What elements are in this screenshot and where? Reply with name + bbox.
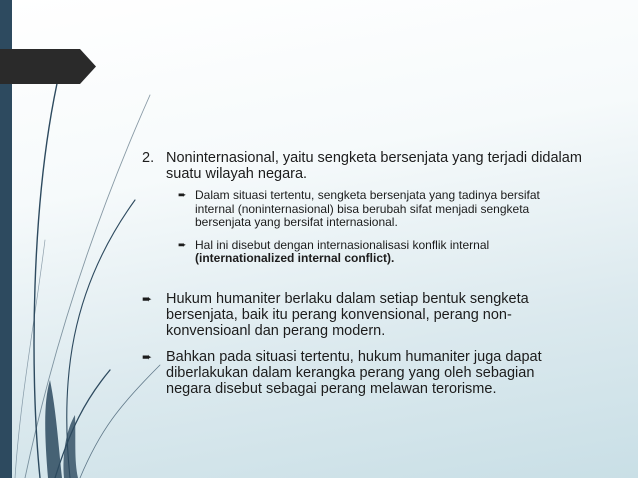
bullet-text: Hukum humaniter berlaku dalam setiap bentuk sengketa bersenjata, baik itu perang konvensional, perang non-konvensioanl dan perang modern.	[166, 290, 529, 339]
sub-bullet	[142, 239, 582, 266]
sub-bullet-text: Dalam situasi tertentu, sengketa bersenjata yang tadinya bersifat internal (noninternasional) bisa berubah sifat menjadi sengketa bersenjata yang bersifat internasional.	[195, 188, 540, 229]
item-text: Noninternasional, yaitu sengketa bersenjata yang terjadi didalam suatu wilayah negara.	[166, 150, 582, 182]
title-tab-shape	[0, 49, 96, 84]
item-number: 2.	[142, 150, 155, 166]
bullet-text: Bahkan pada situasi tertentu, hukum humaniter juga dapat diberlakukan dalam kerangka perang yang oleh sebagian negara disebut sebagai perang melawan terorisme.	[166, 348, 542, 397]
sub-bullet-bold-text: (internationalized internal conflict).	[195, 251, 395, 265]
arrow-right-icon: ➨	[178, 190, 187, 201]
numbered-item	[142, 150, 582, 182]
arrow-right-icon: ➨	[142, 349, 153, 364]
sub-bullet	[142, 189, 582, 230]
bullet	[142, 349, 582, 397]
sub-bullet-text: Hal ini disebut dengan internasionalisasi konflik internal	[195, 237, 490, 252]
arrow-right-icon: ➨	[142, 291, 153, 306]
arrow-right-icon: ➨	[178, 239, 187, 251]
bullet	[142, 291, 582, 339]
slide-content	[142, 150, 582, 407]
